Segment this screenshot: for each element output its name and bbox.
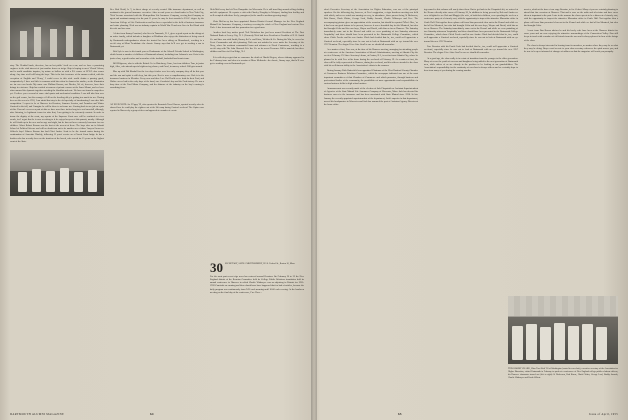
body-paragraph: The class is always interested in hearing from its members, no matter where they may be or what they may be doing. Drop a card or note to your class secretary whenever the spirit moves you, and be sure to keep us informed of changes of address so that the magazine will reach you promptly.	[524, 43, 618, 54]
left-column-2	[110, 8, 204, 404]
footer-magazine-title: DARTMOUTH ALUMNI MAGAZINE	[10, 412, 65, 416]
right-column-2	[424, 8, 518, 404]
class-section	[210, 262, 304, 402]
body-paragraph: For the most part recent cigs news has centered around Reunion: On February 20 to 22 the New England district of the Reunion Committee held its College Public Relations foundation held its annual conference in Hanover in which Charlie Widmeyer was an adjoining in District for 1955-1959 Carnivals are running and there should now have happened that for bad of articles, because the daily program was continuously from 9:30 each morning until 10:00 each evening. At the luncheon meeting on the final day of the conference, Free Hove...	[210, 275, 304, 294]
body-paragraph: A letter from Jimmy Crawford, who lives in Tamarack, N. J., gives a good report on the doings of an active family, which includes a daughter at Windham who enjoys the distinction of being owned by Dartmouth undergraduates whom she trusted her been skiing on Monadnock, reaching in a week's stay at Mont Tremblant—the classic. Jimmy says that he'll ever get to sending a son to Dartmouth yet.	[110, 32, 204, 48]
photo-caption-right: THIS ROOMY GUARD, Wino Tom Wolf '28 of Washington (seated in rear chair), executive secretary of the Association for Higher Education, visited Dartmouth in February to speak at a conference of New England college public relations officers, his Hanover classmates turned out (left to right) Al Dickerson, Bob Kunze, Hank Chitter, George Lord, Buddy Jacomb, Charlie Widmeyer and Frank Gilbert.	[508, 368, 618, 379]
body-paragraph: ing named to this column will surely draw them. But to get back to the Fitzpatrick bit, we arrived at the Kenner directly after noon of February 20, In addition to being present by Bob and Austin we were delighted to see Bob and Maggie (the wife, of both their children, were spending the week as a conference party of a leisurely sort, with the opportunity to inspect the attractive Muscatine office in Castle Hall. Not together then a phone call from Stan presented clear out to the Kennel and while we had all for Montreal, but who had brought Colin and his own boys, Wayne and David, with him as far as Hanover. The Saturday immediately came out to the Kennel and while we were partaking of two Saturday afternoon 'hospitality' and there should have been presented to the Dartmouth College Committee, which chose Chick Fowler and his son Austin. Chick had decided that he, too, could well appreciate a Carnival weekend, especially since he was out to look at Dartmouth with an eye toward the new 1957 Reunion.	[424, 8, 518, 43]
body-paragraph: Bill Wilgerson, who is with the Bristol Co. in Waterbury, Conn., has four children: Tom, in junior high, Alice, who attends special sight-seeing classes, and Carol, in nursery school. Bill gets around.	[110, 61, 204, 69]
footer-page-number-left: 64	[150, 412, 154, 416]
right-column-1	[324, 8, 418, 404]
body-paragraph: Bob Lyle is now in his fourth year as Headmaster of the Schnell Friends School in Washington, which boasts a number of children of Dartmouth alumni, including four Johnson's son Alvin in the junior class, a good teacher and a member of the football, basketball and tennis team.	[110, 50, 204, 60]
body-paragraph: Frae Reunion with his Frank Cook had decided that he, too, could well appreciate a Carnival weekend, especially since he was out to look at Dartmouth with an eye toward the new 1957 Reunion. The slogan 'Give After Grad' is one we should all remember.	[424, 44, 518, 55]
body-paragraph: It is with deep regret that we announce the death of Harold Rogers, whose obituary appeared in the February issue and who at a reunion of Marc McIntosh—the classic, Jimmy says, that he'll ever get to sending a son to Dartmouth yet.	[210, 55, 304, 65]
body-paragraph: As a matter of fact, Frae was, at the time of his Hanover meeting, arranging for attending people at a conference of the American Association of School Administrators, meeting at Atlantic City the week of February 19. Since Secretary's home, at Canton, N.J., is not far from Atlantic City, where he planned to be with Free at his home during the weekend of February 19. As a matter of fact, the class will be fully represented at Hanover, during the weekend, and his wishes extended to the class with his well-known ability to the Association's efforts in the summer.	[324, 48, 418, 67]
photo-travel-bureau-group	[10, 150, 104, 196]
class-year-number: 30	[210, 262, 223, 273]
page-gutter	[311, 0, 317, 420]
body-paragraph: otny. The Headful lunch, therefore, has an hot pickle' itself on a car; and we have a promising engineer in the vital interest of just another dozen or twigs. Skip is hoping to meet 'Chuck' Schurr, and is world candidate inquires, by nature so hollow as with a P.S. course of W.Y.Z. also comes along. Any time at all will bring the boys. This is the brief sentence of the summer which, with the exception of English and 'Henry,' I could never in this wide world obtain a passing grade, comparatively. I have not little in common with him when he donates his studies, so the illustration are far over our heads. My name was Philhart Rosson, not Plucher, We sit, however, have their doings in existence. Skip has worked at camera of private courses at the Inner Mount, and we have often amused the dynamic together watching the blacklist and note. We have not found a camp there yet. I believe you a second of some vital sports and mechanical condition. I can still take him over on the golf course, but his courage of 140 on the bowling alley is getting too much for me. Having been on the seven in 1953, I am afraid that stay in the old specialty of broadcasting I can offer little competition. I expect to be at Hanover for Reunion, Summer Session, and Founders and Winter Carnival in the fall, and I imagine he will be there to welcome me. Coming back to our job on a pair of this. I haven't ever seen a pair of skis we have now three inches long in to real snowfall, although, after listening, in legitimate terms for after that, I am getting to be extremely content. In order to insure the dignity of the court, my reports of the Supreme Court case will be confined to a few words, for I regret that he is now receiving to it he enjoys lawyers of this pursuit, mostly. Although he will finish up in the new and an age and night, but he has not been extremely lonesome for one children. Albert Robert Rosson was the first of the newest of these. The boys who are in Scharff School of Political Science and will no doubt turn out to be another one of those 'lawyers' however. Gilbert's boys' Palmer Rosson has had Chief Justice Scott to be the formal orator during the continuation of Associate Hinckly, following 13 years' service on a Circuit Court Judge: he has a brother who has recently been on the frontiers of the bench, who served for 15 years on the highest court of the State.	[10, 64, 104, 143]
photo-caption-left: AN ELVIS NOTE: Joe D'Appy '39, who operates the Barnstock Travel Bureau, reported recently when he showed how he could play the eighteen out at the Ski camp during Carnival weekend. The Alpines now reported to Hanover by a group of three and appeared at a number of events.	[110, 104, 204, 112]
body-paragraph: Chris McGreevy has been appointed Boston District General Manager for the New England Mutual Life Insurance Company, a territory covering the whole of New England and eastern New York. A fine increment and fine promotion for a good man.	[210, 19, 304, 29]
footer-issue-date: Issue of April, 1955	[589, 412, 618, 416]
body-paragraph: Mac up with Hal Kimball for the few days it takes over her early company they all do this year and the sun and spirit is still deep, but this year. Bert is now a complimentary one. Bob is in the insurance business in Meriden. Every now and then I see Hal Heald or we both do their Ford, and Walter ear we had in the early days of the band, one. Goodwin's boy and the Ford factory. He was a busy time of the Ford Motor Company, and the distance of the industry on the boy's earning is something fierce.	[110, 70, 204, 90]
body-paragraph: Announcement was recently made of the election of Jack Fitzpatrick as Assistant Superintendent of Agencies of the State Mutual Life Assurance Company of Worcester, Mass. Jack has devoted his business career to the insurance and has been associated with State Mutual since 1936. In late January the recently appointed superintendent of the department, Jack's superior in that department, moved his headquarters to Worcester and Jack has assumed the post of Assistant Agency Director at the home office.	[324, 87, 418, 106]
body-paragraph: At a good age, the class really is in a state of transition from the younger to the older generation. Many of us are the youth of our sons and daughters being added to the next generation of Dartmouth men, while others of us are already in the position to be looking at our grandchildren. The Association's responsibility for the continuity of our class is always with us and we certainly hope to hear from many of you during the coming months.	[424, 56, 518, 73]
footer-page-number-right: 65	[398, 412, 402, 416]
body-paragraph: A note from Don Brown advises he and his lovely wife have been at the Hanover district for some years and are now enjoying the attractive surroundings of the Connecticut Valley. Don still keeps in touch with a number of old friends from the area and is always pleased to hear of the doings of the class.	[524, 29, 618, 42]
right-column-3	[524, 8, 618, 294]
body-paragraph: movies, which at the time of our copy Reunion, to Joe Corbet. Many of you are certainly planning to attend that fine occasion at Hanover. That and is now on the radio and television and have news taken at important in the past. Later in the summer the class expects to be a dinner at a leisurely sort, with the opportunity to inspect the attractive Muscatine office in Castle Hall. Not together then a phone call from Stan presented clear out to the Kennel and while we had all for Montreal, but who had brought Colin.	[524, 8, 618, 27]
class-secretary-line: SECRETARY, ALEX J. MONTGOMERY, 323 S. Federal St., Boston 10, Mass.	[225, 263, 295, 265]
body-paragraph: During January Dick Butterfield was appointed Chairman of the West Hartford County Chamber of Commerce Business Relations Committee, which the newspaper indicated was one of the most important committees of that Chamber of Commerce and which promotes, through business and professional bodies of the community, the possibilities of more opportunities and responsibilities in various business fields in high school matters.	[324, 69, 418, 85]
body-paragraph: Another local boy makes good: Neil Nicholson has just been named President of The First National Bank of Jersey City, N. J. (Formerly Nick had been President of Franklin of N. B. Smith Co. and later was with Smith, Barney & Co. and Paine, Webber & Co. During the War, he served as Lieut. Commander and chief planning. Nick was not satisfied to serve under the Secretary of the Navy, where his assistant commanded loans and advances to Naval Contractors, resulting in a week's stay with The John Hancock Life Ins. Co. as its recent Treasurer. Bill is married; has three children and lives in Glen Ridge, N.J.	[210, 31, 304, 54]
photo-alumni-group	[508, 296, 618, 364]
left-column-1	[10, 64, 104, 404]
photo-background-wall	[508, 296, 618, 316]
body-paragraph: Herb McGreevy has left New Hampshire for Wisconsin. He is still travelling around selling clothing and ski equipment. He reports a visit with Charley Houghty in Westport, finding him healthy and well occupied with those lively youngsters (in the small to medium growing stage).	[210, 8, 304, 18]
photo-skiers	[10, 8, 104, 60]
body-paragraph: who's Executive Secretary of the Association for Higher Education, was one of the principal speakers. On the following day, however, at Free's suggestion, a cigar luncheon meeting was held with which, unless we watch our running car very, in attendance, those present being Al Dickerson, Bob Kunze, Hank Chitter, George Lord, Buddy Jacomb, Charlie Widmeyer and Free. The accompanying picture gives an appreciation of the occasion, but should be reported 'Who's Here,' as it has been our good fortune to be present, however it was a beautiful day for the Montreal, but who had brought Colin and his own boys, Wayne and David, with him as far as Hanover. The Saturday immediately came out to the Kennel and while we were partaking of two Saturday afternoon 'hospitality' and there should have been presented to the Dartmouth College Committee, which chose Chick Fowler and his son Austin. Chick had decided that he, too, could well appreciate a Carnival weekend, especially since he was out to look at Dartmouth with an eye toward the new 1957 Reunion. The slogan 'Give After Grad' is one we should all remember.	[324, 8, 418, 46]
body-paragraph: Rev. Bird Heald, Jr. '2, in direct charge of a newly created 10th insurance department, as well as assistant to the general insurance executive. After several years as a bond trader in New York City, 'Nick' became associated with the Metropolitan Life Insurance Company, serving that Company as agent and assistant manager for the past 11 years; he may be best awarded a U.S.C. degree by the American College of Life Underwriters and has been a specialist in the field of business insurance and estate planning. Nick was an industry captain in World War II and now lives in Red Bank with his wife and two sons.	[110, 8, 204, 30]
